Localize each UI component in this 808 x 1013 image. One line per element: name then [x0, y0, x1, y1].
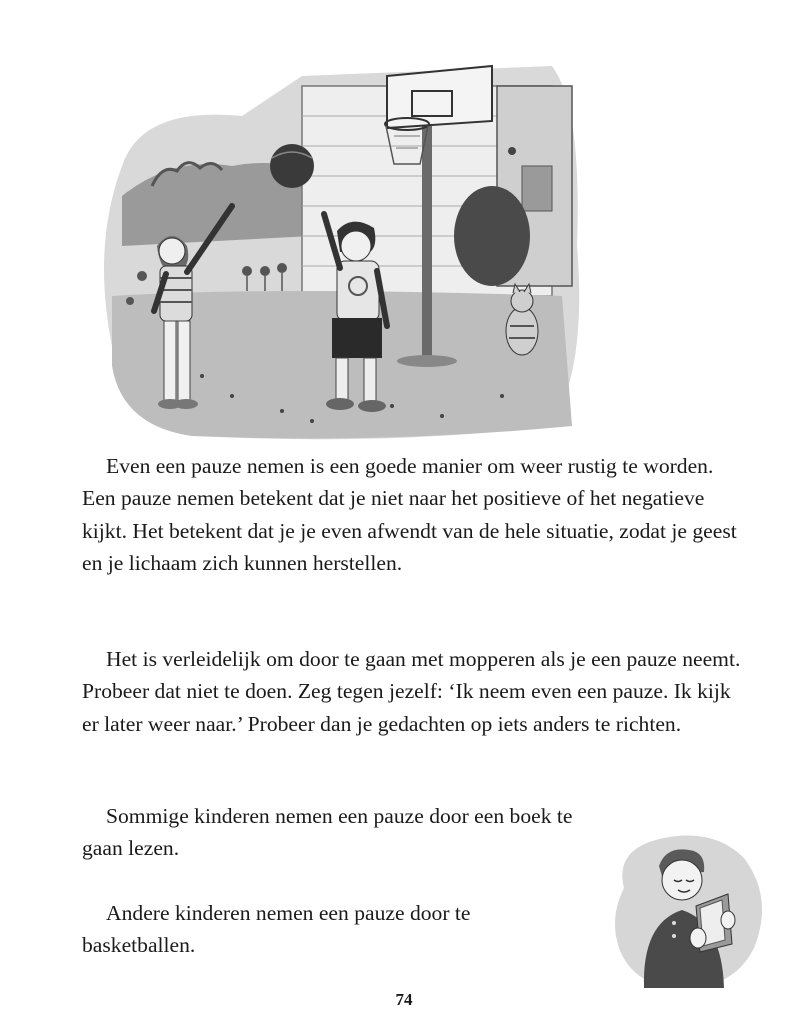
basketball-illustration — [82, 46, 592, 444]
paragraph-taking-a-break: Even een pauze nemen is een goede manier om weer rustig te worden. Een pauze nemen betekent dat je niet naar het positieve of het negatieve kijkt. Het betekent dat je je even afwendt van de hele situatie, zodat je geest en je lichaam zich kunnen herstellen. — [82, 454, 743, 575]
paragraph-grumbling: Het is verleidelijk om door te gaan met mopperen als je een pauze neemt. Probeer dat niet te doen. Zeg tegen jezelf: ‘Ik neem even een pauze. Ik kijk er later weer naar.’ Probeer dan je gedachten op iets anders te richten. — [82, 647, 746, 736]
paragraph-reading: Sommige kinderen nemen een pauze door een boek te gaan lezen. — [82, 804, 578, 861]
page-number: 74 — [395, 990, 413, 1009]
paragraph-basketball: Andere kinderen nemen een pauze door te basketballen. — [82, 901, 476, 958]
boy-reading-illustration — [604, 828, 772, 992]
